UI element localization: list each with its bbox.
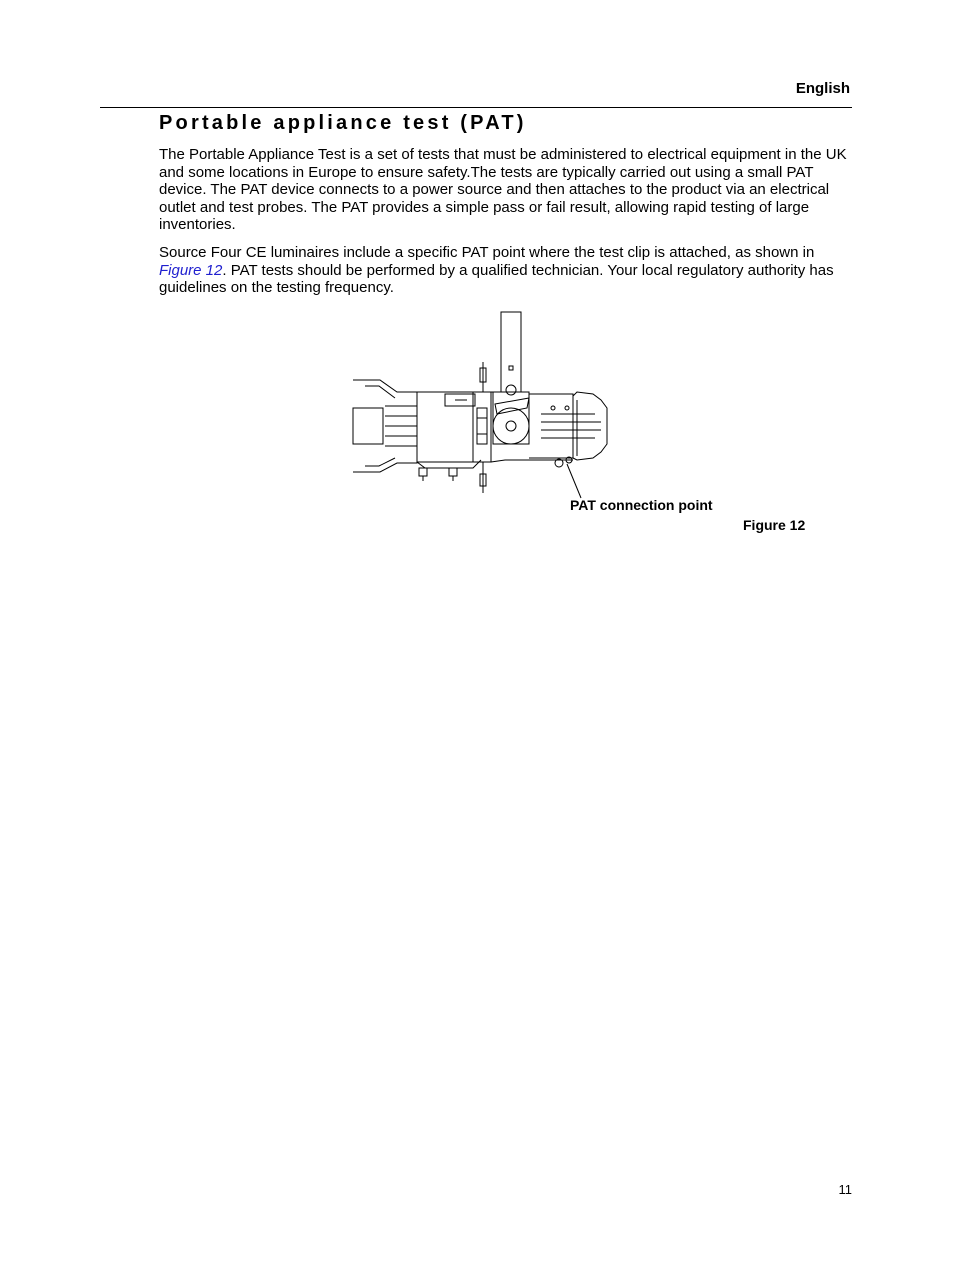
pat-connection-label: PAT connection point (570, 497, 713, 513)
header-divider (100, 107, 852, 108)
paragraph-pat-point (159, 244, 859, 297)
luminaire-drawing (345, 308, 665, 508)
luminaire-figure (345, 308, 665, 508)
paragraph-pat-description: The Portable Appliance Test is a set of tests that must be administered to electrical equipment in the UK and some locations in Europe to ensure safety.The tests are typically carried out using a small PAT device. The PAT device connects to a power source and then attaches to the product via an electrical outlet and test probes. The PAT provides a simple pass or fail result, allowing rapid testing of large inventories. (159, 146, 847, 234)
page-number: 11 (838, 1182, 852, 1197)
figure-caption: Figure 12 (743, 517, 806, 533)
section-title: Portable appliance test (PAT) (159, 112, 527, 134)
paragraph-text: . PAT tests should be performed by a qualified technician. Your local regulatory authority has guidelines on the testing frequency. (159, 261, 834, 297)
paragraph-text: Source Four CE luminaires include a specific PAT point where the test clip is attached, as shown in (159, 244, 815, 261)
header-language: English (795, 80, 850, 97)
figure-link[interactable]: Figure 12 (159, 261, 223, 279)
